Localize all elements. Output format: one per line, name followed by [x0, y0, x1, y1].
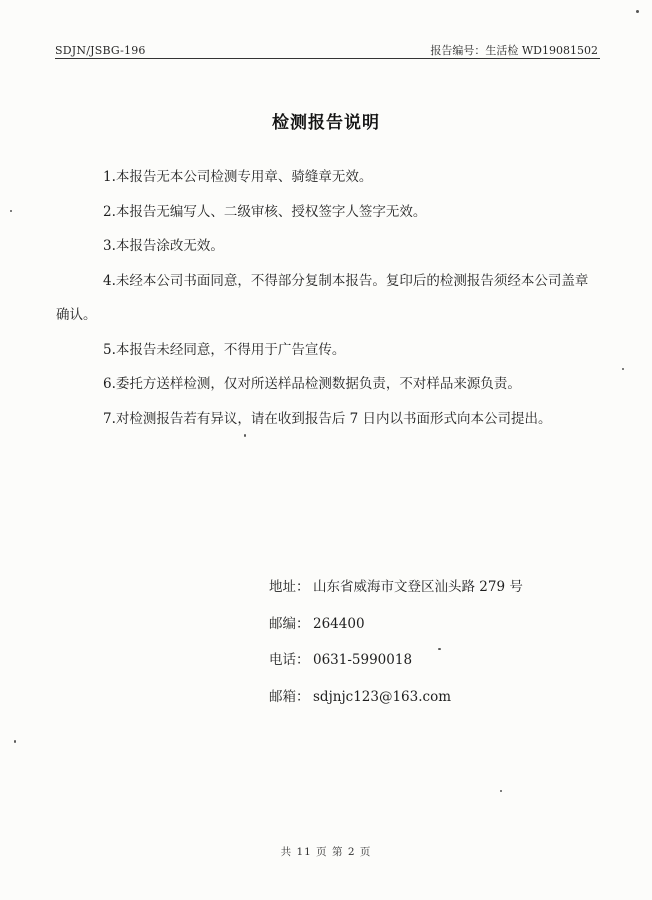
page-title: 检测报告说明	[272, 113, 380, 133]
scan-speck	[14, 740, 16, 743]
report-number: 报告编号：生活检 WD19081502	[430, 44, 598, 57]
scan-speck	[500, 790, 502, 792]
note-item-6: 6.委托方送样检测，仅对所送样品检测数据负责，不对样品来源负责。	[103, 376, 521, 392]
email-label: 邮箱：	[269, 688, 310, 705]
postcode-row	[269, 606, 523, 643]
address-value: 山东省威海市文登区汕头路 279 号	[313, 579, 523, 595]
phone-row	[269, 642, 523, 679]
phone-value: 0631-5990018	[313, 652, 413, 668]
scan-speck	[438, 648, 441, 650]
document-code: SDJN/JSBG-196	[55, 44, 146, 57]
email-value: sdjnjc123@163.com	[313, 688, 452, 705]
note-item-3: 3.本报告涂改无效。	[103, 238, 224, 254]
note-item-1: 1.本报告无本公司检测专用章、骑缝章无效。	[103, 169, 373, 185]
phone-label: 电话：	[269, 652, 310, 668]
scan-speck	[10, 210, 12, 212]
note-item-5: 5.本报告未经同意，不得用于广告宣传。	[103, 341, 346, 358]
postcode-value: 264400	[313, 615, 365, 632]
scan-speck	[244, 434, 246, 437]
notes-list	[56, 160, 601, 436]
scan-speck	[622, 368, 624, 370]
note-item-2: 2.本报告无编写人、二级审核、授权签字人签字无效。	[103, 203, 427, 220]
header-divider	[55, 58, 600, 59]
email-row	[269, 679, 523, 716]
postcode-label: 邮编：	[269, 615, 310, 632]
address-label: 地址：	[269, 579, 310, 595]
address-row	[269, 569, 523, 606]
note-item-7: 7.对检测报告若有异议，请在收到报告后 7 日内以书面形式向本公司提出。	[103, 410, 552, 427]
scan-speck	[636, 10, 639, 13]
note-item-4: 4.未经本公司书面同意，不得部分复制本报告。复印后的检测报告须经本公司盖章确认。	[56, 272, 589, 323]
contact-block	[269, 569, 523, 715]
page-number: 共 11 页 第 2 页	[280, 846, 372, 858]
